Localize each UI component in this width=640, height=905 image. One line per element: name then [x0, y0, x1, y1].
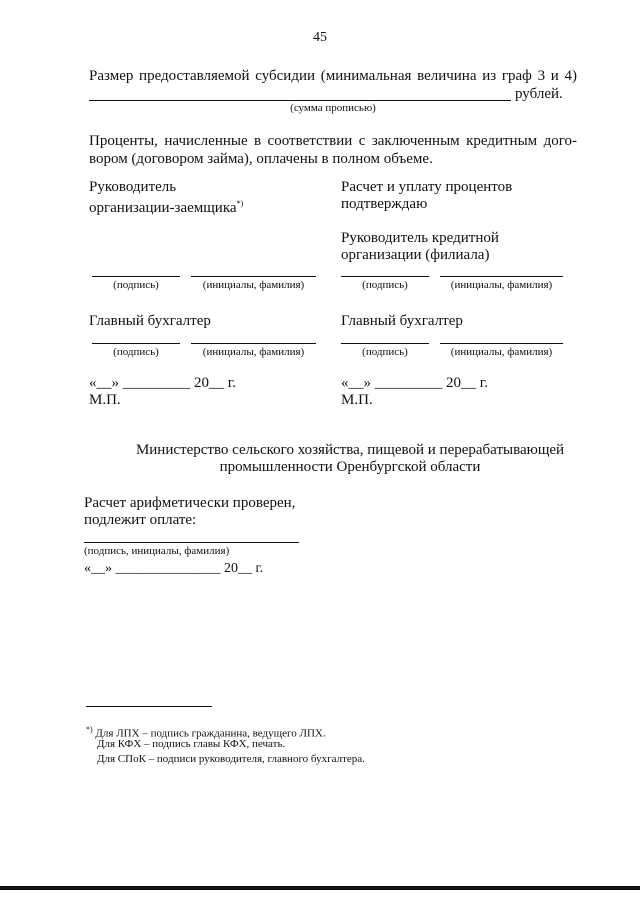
footnote-separator: [86, 706, 212, 707]
check-label-1: Расчет арифметически проверен,: [84, 495, 296, 511]
footnote-1: *) Для ЛПХ – подпись гражданина, ведущего ЛПХ.: [86, 725, 326, 740]
signature-caption: (подпись): [113, 346, 159, 358]
bottom-border: [0, 886, 640, 890]
bank-initials-line: [440, 276, 563, 277]
amount-caption: (сумма прописью): [290, 102, 376, 114]
footnote-3: Для СПоК – подписи руководителя, главного бухгалтера.: [97, 753, 365, 765]
interest-line-2: вором (договором займа), оплачены в полном объеме.: [89, 151, 433, 167]
bank-accountant-signature-line: [341, 343, 429, 344]
footnote-mark: *): [86, 725, 93, 734]
borrower-stamp-label: М.П.: [89, 392, 121, 408]
signature-caption: (подпись): [362, 346, 408, 358]
initials-caption: (инициалы, фамилия): [202, 346, 305, 358]
rubles-label: рублей.: [515, 86, 563, 102]
bank-date-line: «__» _________ 20__ г.: [341, 375, 488, 391]
confirm-label-1: Расчет и уплату процентов: [341, 179, 513, 195]
borrower-head-label-2: организации-заемщика*): [89, 199, 244, 216]
borrower-accountant-initials-line: [191, 343, 316, 344]
confirm-label-2: подтверждаю: [341, 196, 428, 212]
initials-caption: (инициалы, фамилия): [450, 279, 553, 291]
borrower-head-label-1: Руководитель: [89, 179, 177, 195]
borrower-initials-line: [191, 276, 316, 277]
check-date-line: «__» _______________ 20__ г.: [84, 561, 264, 576]
ministry-title-1: Министерство сельского хозяйства, пищевой и перерабатывающей: [135, 442, 565, 458]
ministry-title-2: промышленности Оренбургской области: [219, 459, 481, 475]
bank-head-label-1: Руководитель кредитной: [341, 230, 499, 246]
interest-line-1: Проценты, начисленные в соответствии с заключенным кредитным дого-: [89, 133, 577, 149]
bank-accountant-initials-line: [440, 343, 563, 344]
bank-accountant-label: Главный бухгалтер: [341, 313, 463, 329]
subsidy-text: Размер предоставляемой субсидии (минимальная величина из граф 3 и 4): [89, 68, 577, 84]
check-signature-caption: (подпись, инициалы, фамилия): [84, 545, 230, 557]
borrower-date-line: «__» _________ 20__ г.: [89, 375, 236, 391]
borrower-accountant-signature-line: [92, 343, 180, 344]
bank-head-label-2: организации (филиала): [341, 247, 490, 263]
check-label-2: подлежит оплате:: [84, 512, 197, 528]
footnote-2: Для КФХ – подпись главы КФХ, печать.: [97, 738, 286, 750]
check-signature-line: [84, 542, 299, 543]
bank-signature-line: [341, 276, 429, 277]
signature-caption: (подпись): [113, 279, 159, 291]
page-number: 45: [313, 30, 327, 45]
borrower-accountant-label: Главный бухгалтер: [89, 313, 211, 329]
borrower-signature-line: [92, 276, 180, 277]
footnote-mark: *): [236, 199, 244, 208]
subsidy-amount-line: [89, 100, 511, 101]
signature-caption: (подпись): [362, 279, 408, 291]
initials-caption: (инициалы, фамилия): [450, 346, 553, 358]
initials-caption: (инициалы, фамилия): [202, 279, 305, 291]
bank-stamp-label: М.П.: [341, 392, 373, 408]
